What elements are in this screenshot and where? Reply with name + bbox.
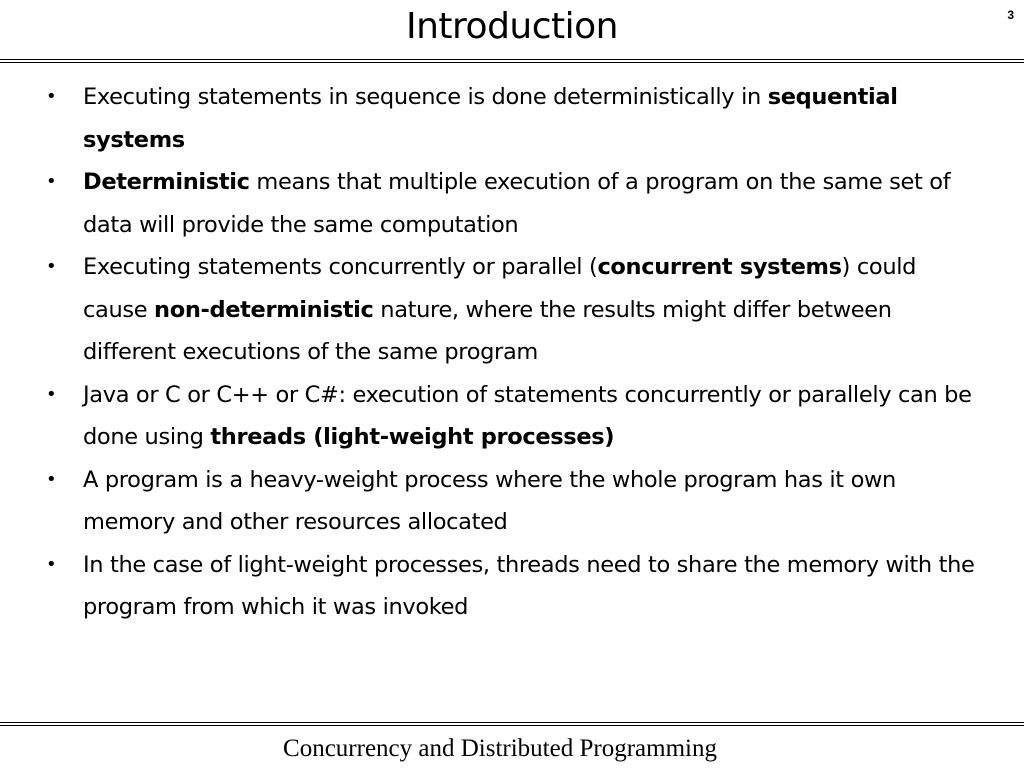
bullet-list xyxy=(0,76,1024,629)
slide-number: 3 xyxy=(1007,8,1014,22)
bullet-bold-term: sequential systems xyxy=(83,84,898,153)
slide-footer: Concurrency and Distributed Programming xyxy=(283,735,717,762)
bullet-dot: • xyxy=(46,86,57,107)
bullet-bold-term: threads (light-weight processes) xyxy=(210,424,615,450)
header-divider-secondary xyxy=(0,62,1024,63)
bullet-text xyxy=(83,169,950,238)
slide-title: Introduction xyxy=(405,6,618,47)
bullet-text-segment: Executing statements concurrently or parallel ( xyxy=(83,254,598,280)
bullet-item-6 xyxy=(0,544,1024,629)
bullet-item-2 xyxy=(0,161,1024,246)
bullet-text-segment: means that multiple execution of a program on the same set of data will provide the same computation xyxy=(83,169,951,238)
bullet-dot: • xyxy=(46,256,57,277)
bullet-text-segment: Executing statements in sequence is done deterministically in xyxy=(83,84,768,110)
bullet-text-segment: Java or C or C++ or C#: execution of statements concurrently or parallely can be done using xyxy=(83,381,972,450)
bullet-bold-term: Deterministic xyxy=(83,169,250,195)
bullet-text xyxy=(83,84,898,153)
bullet-bold-term: concurrent systems xyxy=(597,254,842,280)
bullet-item-4 xyxy=(0,374,1024,459)
bullet-dot: • xyxy=(46,553,57,575)
bullet-dot: • xyxy=(46,171,57,192)
bullet-dot: • xyxy=(46,383,57,405)
bullet-dot: • xyxy=(46,468,57,490)
bullet-text-segment: ) could cause xyxy=(83,254,917,323)
bullet-text-segment: A program is a heavy-weight process where the whole program has it own memory and other resources allocated xyxy=(83,466,896,535)
bullet-text xyxy=(83,382,972,451)
footer-divider-secondary xyxy=(0,725,1024,726)
bullet-item-3 xyxy=(0,246,1024,374)
header-divider xyxy=(0,59,1024,60)
bullet-item-1 xyxy=(0,76,1024,161)
bullet-text xyxy=(83,467,896,536)
bullet-text-segment: nature, where the results might differ between different executions of the same program xyxy=(83,296,892,365)
footer-divider xyxy=(0,722,1024,723)
bullet-text-segment: In the case of light-weight processes, threads need to share the memory with the program from which it was invoked xyxy=(83,551,975,620)
bullet-item-5 xyxy=(0,459,1024,544)
bullet-bold-term: non-deterministic xyxy=(154,296,374,323)
bullet-text xyxy=(83,552,975,621)
bullet-text xyxy=(83,254,916,365)
